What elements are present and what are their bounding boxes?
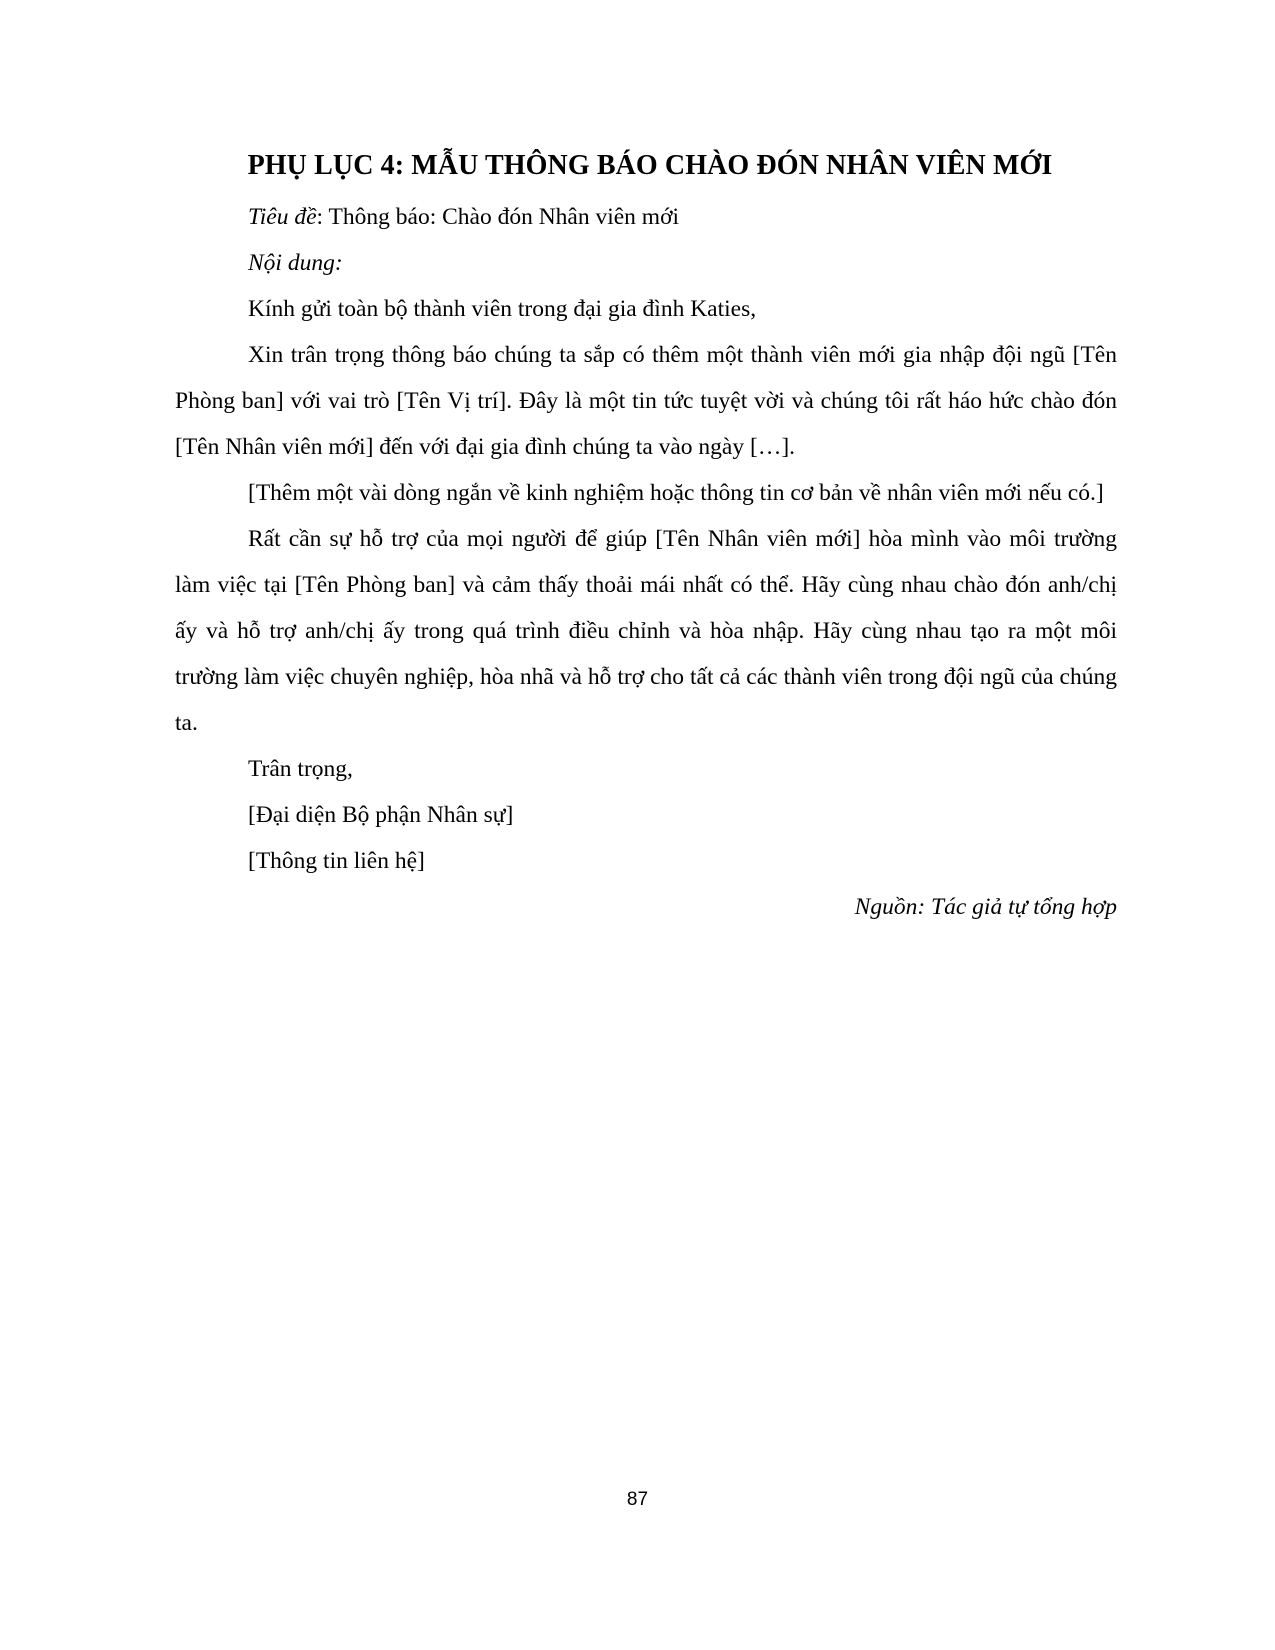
signature-hr-representative: [Đại diện Bộ phận Nhân sự] (248, 802, 514, 828)
closing-line: Trân trọng, (248, 756, 353, 782)
paragraph-announcement: Xin trân trọng thông báo chúng ta sắp có thêm một thành viên mới gia nhập đội ngũ [Tên Phòng ban] với vai trò [Tên Vị trí]. Đây là một tin tức tuyệt vời và chúng tôi rất háo hức chào đón [Tên Nhân viên mới] đến với đại gia đình chúng ta vào ngày […]. (175, 342, 1117, 460)
subject-text: Thông báo: Chào đón Nhân viên mới (328, 204, 680, 230)
subject-label: Tiêu đề (248, 204, 317, 230)
signature-contact-info: [Thông tin liên hệ] (248, 848, 425, 874)
greeting-line: Kính gửi toàn bộ thành viên trong đại gia đình Katies, (248, 296, 757, 322)
page-number: 87 (626, 1489, 649, 1510)
appendix-heading: PHỤ LỤC 4: MẪU THÔNG BÁO CHÀO ĐÓN NHÂN VIÊN MỚI (247, 150, 1053, 181)
content-label: Nội dung: (248, 250, 343, 276)
source-note: Nguồn: Tác giả tự tổng hợp (854, 894, 1117, 920)
document-body (175, 146, 1117, 930)
paragraph-background: [Thêm một vài dòng ngắn về kinh nghiệm hoặc thông tin cơ bản về nhân viên mới nếu có.] (248, 480, 1104, 506)
paragraph-support: Rất cần sự hỗ trợ của mọi người để giúp [Tên Nhân viên mới] hòa mình vào môi trường làm việc tại [Tên Phòng ban] và cảm thấy thoải mái nhất có thể. Hãy cùng nhau chào đón anh/chị ấy và hỗ trợ anh/chị ấy trong quá trình điều chỉnh và hòa nhập. Hãy cùng nhau tạo ra một môi trường làm việc chuyên nghiệp, hòa nhã và hỗ trợ cho tất cả các thành viên trong đội ngũ của chúng ta. (175, 526, 1117, 736)
subject-separator: : (316, 204, 329, 230)
subject-line (175, 194, 1117, 240)
